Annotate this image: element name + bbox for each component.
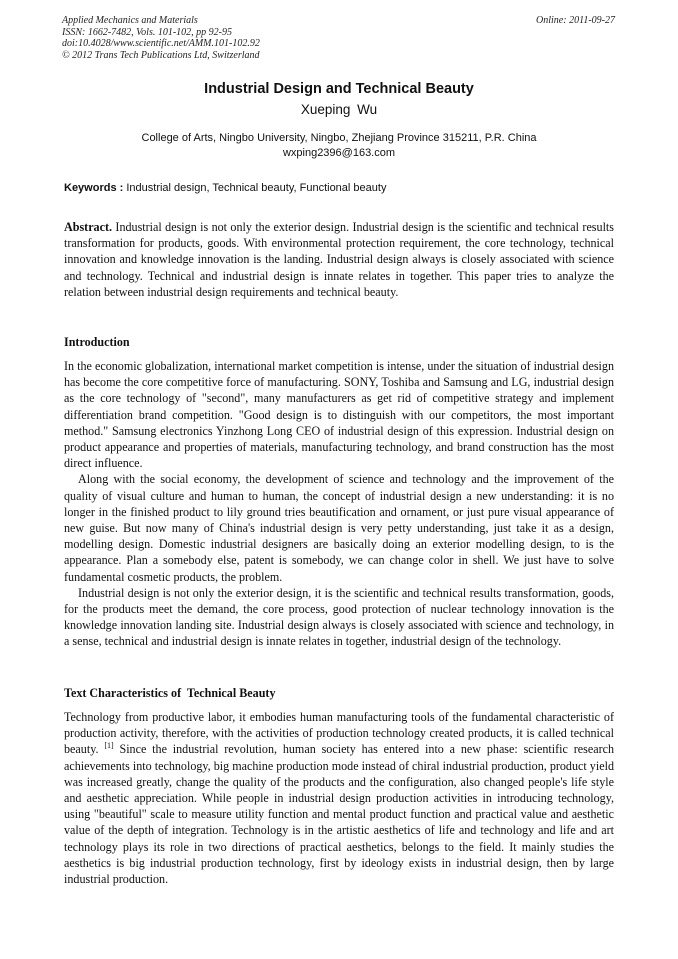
abstract-label: Abstract. — [64, 220, 113, 234]
citation-reference: [1] — [104, 741, 114, 751]
paragraph — [64, 709, 614, 887]
paragraph-text-end: Since the industrial revolution, human society has entered into a new phase: scientific research achievements into technology, big machine production mode instead of chiral industrial production, product yield was increased greatly, change the quality of the products and the configuration, also changed people's life style and aesthetic appreciation. While people in industrial design production activities in introducing technology, using "beautiful" scale to measure utility function and mental product function and practical value and aesthetic value of the depth of integration. Technology is in the artistic aesthetics of life and technology and life and art technology plays its role in two directions of practical aesthetics, belongs to the field. It mainly studies the aesthetics is big industrial production technology, first by ideology exists in industrial design, then by large industrial production. — [64, 742, 615, 887]
technical-beauty-section — [64, 709, 614, 887]
journal-header — [62, 15, 260, 61]
keywords-label: Keywords : — [64, 182, 124, 194]
author-affiliation: College of Arts, Ningbo University, Ningbo, Zhejiang Province 315211, P.R. China — [141, 132, 537, 144]
online-date: Online: 2011-09-27 — [536, 15, 615, 26]
copyright-line: © 2012 Trans Tech Publications Ltd, Switzerland — [62, 49, 260, 61]
paper-title: Industrial Design and Technical Beauty — [204, 81, 474, 97]
section-heading-introduction: Introduction — [64, 335, 130, 349]
author-email: wxping2396@163.com — [282, 147, 396, 159]
keywords-line — [64, 181, 386, 196]
introduction-section — [64, 358, 614, 650]
author-name: Xueping Wu — [300, 102, 378, 117]
journal-name: Applied Mechanics and Materials — [62, 15, 198, 26]
paragraph: In the economic globalization, international market competition is intense, under the situation of industrial design has become the core competitive force of manufacturing. SONY, Toshiba and Samsung and LG, industrial design as the core technology of "second", many manufacturers as get rid of competitive strategy and implement differentiation brand competition. "Good design is to distinguish with our competitors, the most important method." Samsung electronics Yinzhong Long CEO of industrial design of this expression. Industrial design on product appearance and properties of materials, manufacturing technology, and brand construction has the most direct influence. — [64, 359, 614, 471]
abstract-paragraph — [64, 219, 614, 300]
paragraph: Industrial design is not only the exterior design, it is the scientific and technical results transformation, goods, for the products meet the demand, the core process, good protection of nuclear technology innovation is the knowledge innovation landing site. Industrial design always is closely associated with science and technology, in a sense, technical and industrial design is innate relates in together, industrial design of the technology. — [64, 585, 614, 649]
keywords-text: Industrial design, Technical beauty, Functional beauty — [123, 182, 387, 194]
doi-line: doi:10.4028/www.scientific.net/AMM.101-102.92 — [62, 38, 260, 49]
paragraph: Along with the social economy, the development of science and technology and the improvement of the quality of visual culture and human to human, the concept of industrial design a new understanding: it is no longer in the finished product to lily ground tries beautification and ornament, or just pure visual appearance of new guise. But now many of China's industrial design is very petty understanding, just take it as a design, modelling design. Domestic industrial designers are basically doing an exterior modelling design, to is the appearance. Plan a somebody else, patent is somebody, we can change color in shell. We just have to solve fundamental cosmetic products, the problem. — [64, 472, 614, 584]
section-heading-technical-beauty: Text Characteristics of Technical Beauty — [64, 686, 276, 700]
issn-line: ISSN: 1662-7482, Vols. 101-102, pp 92-95 — [62, 26, 232, 38]
paragraph-text-start: Technology from productive labor, it embodies human manufacturing tools of the fundamental characteristic of production activity, therefore, with the activities of production technology created products, it is called technical beauty. — [64, 710, 614, 757]
abstract-text: Industrial design is not only the exterior design. Industrial design is the scientific and technical results transformation for products, goods. With environmental protection requirement, the core technology, technical innovation and knowledge innovation is the landing. Industrial design always is closely associated with science and technology. Technical and industrial design is innate relates in together. This paper tries to analyze the relation between industrial design requirements and technical beauty. — [64, 220, 614, 299]
